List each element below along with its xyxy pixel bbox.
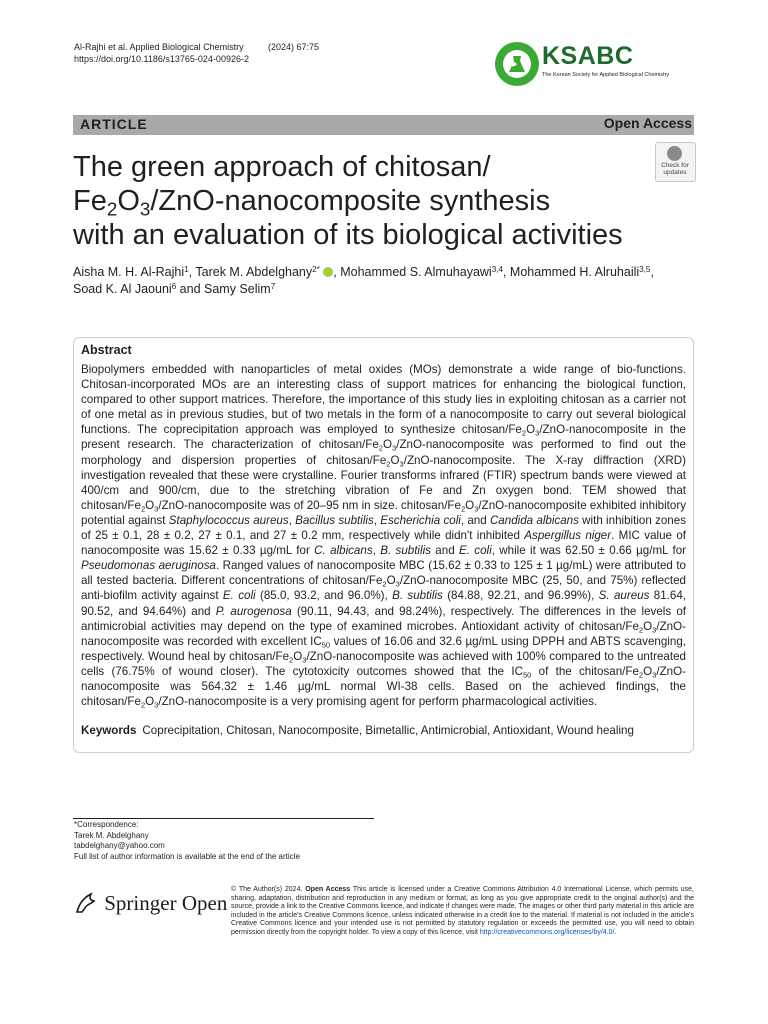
keywords-list: Coprecipitation, Chitosan, Nanocomposite, Bimetallic, Antimicrobial, Antioxidant, Wound healing (142, 724, 634, 737)
correspondence-note: *Correspondence: Tarek M. Abdelghany tabdelghany@yahoo.com Full list of author information is available at the end of the article (74, 820, 300, 861)
publisher-logo-subtitle: The Korean Society for Applied Biological Chemistry (542, 72, 670, 78)
article-type-label: ARTICLE (80, 116, 148, 132)
author-list: Aisha M. H. Al-Rajhi$^1$, Tarek M. Abdelghany$^{2*}$ , Mohammed S. Almuhayawi$^{3,4}$, Mohammed H. Alruhaili$^{3,5}$, Soad K. Al Jaouni$^6$ and Samy Selim$^7$ (73, 264, 654, 296)
flask-leaf-icon (503, 50, 531, 78)
check-updates-text: Check for updates (661, 162, 689, 176)
keywords-line (81, 723, 686, 738)
keywords-label: Keywords (81, 724, 137, 737)
publisher-logo-name: KSABC (542, 42, 634, 70)
footnote-rule (73, 818, 374, 819)
doi-link[interactable]: https://doi.org/10.1186/s13765-024-00926-2 (74, 54, 249, 64)
license-link[interactable]: http://creativecommons.org/licenses/by/4.0/ (479, 928, 615, 936)
article-title: The green approach of chitosan/ $Fe_2O_3/ZnO$-nanocomposite synthesis with an evaluation of its biological activities (73, 151, 623, 251)
check-updates-icon (667, 146, 682, 161)
journal-citation: Al-Rajhi et al. Applied Biological Chemistry (74, 42, 244, 52)
correspondence-email[interactable]: tabdelghany@yahoo.com (74, 841, 165, 850)
license-text: © The Author(s) 2024. Open Access This article is licensed under a Creative Commons Attribution 4.0 International License, which permits use, sharing, adaptation, distribution and reproduction in any medium or format, as long as you give appropriate credit to the original author(s) and the source, provide a link to the Creative Commons licence, and indicate if changes were made. The images or other third party material in this article are included in the article's Creative Commons licence, unless indicated otherwise in a credit line to the material. If material is not included in the article's Creative Commons licence and your intended use is not permitted by statutory regulation or exceeds the permitted use, you will need to obtain permission directly from the copyright holder. To view a copy of this licence, visit http://creativecommons.org/licenses/by/4.0/. (231, 886, 694, 936)
springer-open-logo: Springer Open (73, 890, 227, 916)
orcid-icon[interactable] (323, 267, 333, 277)
abstract-body: Biopolymers embedded with nanoparticles of metal oxides (MOs) demonstrate a wide range of bio-functions. Chitosan-incorporated MOs are an interesting class of support matrices for enhancing the biological function, compared to other support matrices. Therefore, the importance of this study lies in exploiting chitosan as a carrier not of one metal as in previous studies, but of two metals in the form of a nanocomposite to carry out several biological functions. The coprecipitation approach was employed to synthesize chitosan/$Fe_2O_3/ZnO$-nanocomposite in the present research. The characterization of chitosan/$Fe_2O_3/ZnO$-nanocomposite was performed to find out the morphology and dispersion properties of chitosan/$Fe_2O_3/ZnO$-nanocomposite. The X-ray diffraction (XRD) investigation revealed that these were crystalline. Fourier transforms infrared (FTIR) spectrum bands were viewed at 400/cm and 900/cm, due to the stretching vibration of Fe and Zn oxygen bond. TEM showed that chitosan/$Fe_2O_3/ZnO$-nanocomposite was of 20–95 nm in size. chitosan/$Fe_2O_3/ZnO$-nanocomposite exhibited inhibitory potential against Staphylococcus aureus, Bacillus subtilis, Escherichia coli, and Candida albicans with inhibition zones of 25 ± 0.1, 28 ± 0.2, 27 ± 0.1, and 27 ± 0.2 mm, respectively while didn't inhibited Aspergillus niger. MIC value of nanocomposite was 15.62 ± 0.33 µg/mL for C. albicans, B. subtilis and E. coli, while it was 62.50 ± 0.66 µg/mL for Pseudomonas aeruginosa. Ranged values of nanocomposite MBC (15.62 ± 0.33 to 125 ± 1 µg/mL) were attributed to all tested bacteria. Different concentrations of chitosan/$Fe_2O_3/ZnO$-nanocomposite MBC (25, 50, and 75%) reflected anti-biofilm activity against E. coli (85.0, 93.2, and 96.0%), B. subtilis (84.88, 92.21, and 96.99%), S. aureus 81.64, 90.52, and 94.64%) and P. aurogenosa (90.11, 94.43, and 98.24%), respectively. The differences in the levels of antimicrobial activities may depend on the type of examined microbes. Antioxidant activity of chitosan/$Fe_2O_3/ZnO$-nanocomposite was recorded with excellent $IC_{50}$ values of 16.06 and 32.6 µg/mL using DPPH and ABTS scavenging, respectively. Wound heal by chitosan/$Fe_2O_3/ZnO$-nanocomposite was achieved with 100% compared to the untreated cells (76.75% of wound closer). The cytotoxicity outcomes showed that the $IC_{50}$ of the chitosan/$Fe_2O_3/ZnO$-nanocomposite was 564.32 ± 1.46 µg/mL normal WI-38 cells. Based on the achieved findings, the chitosan/$Fe_2O_3/ZnO$-nanocomposite is a very promising agent for perform pharmacological activities. (81, 363, 687, 710)
abstract-heading: Abstract (81, 343, 132, 357)
springer-horse-icon (73, 890, 99, 916)
article-type-bar (73, 115, 694, 135)
journal-year-volume: (2024) 67:75 (268, 42, 320, 52)
open-access-label: Open Access (603, 115, 692, 131)
